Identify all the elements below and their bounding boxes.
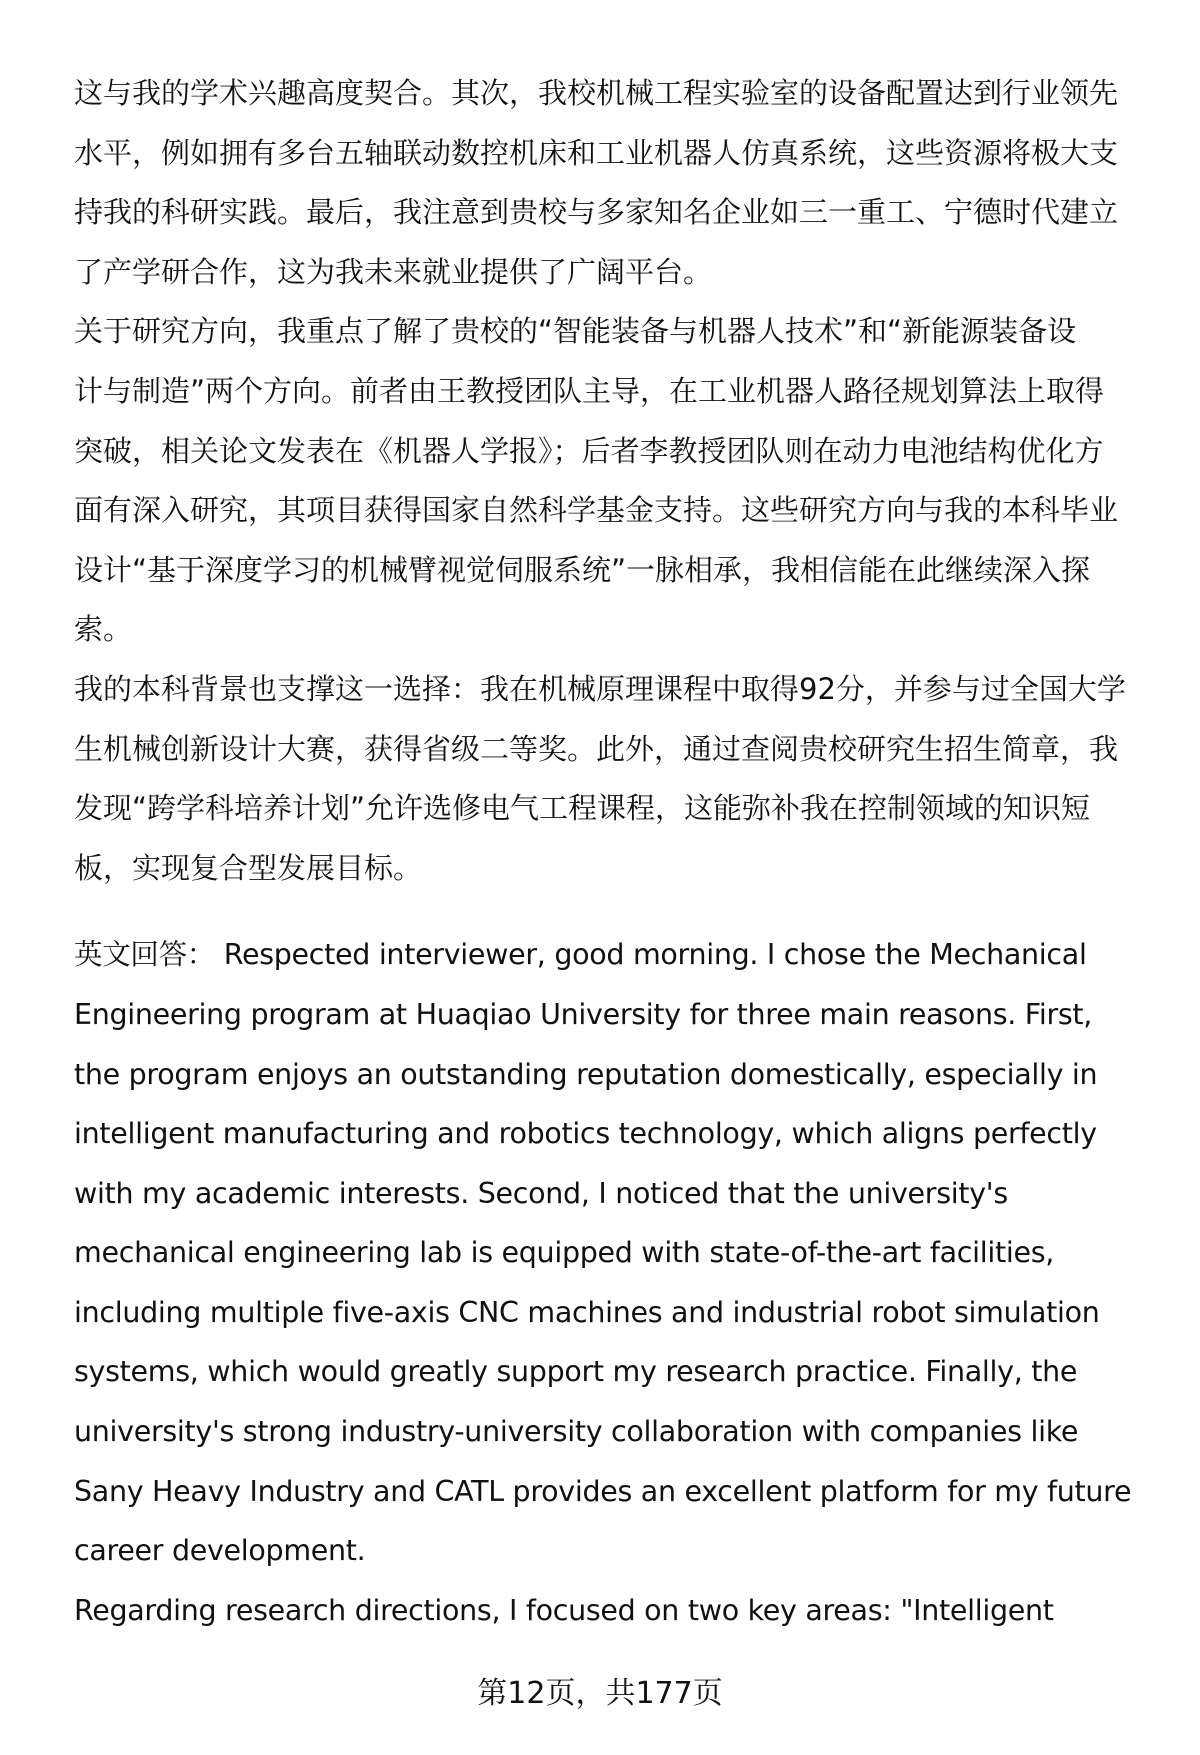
text-line: 英文回答： Respected interviewer, good morning. I chose the Mechanical [74,938,1087,972]
text-line: 这与我的学术兴趣高度契合。其次，我校机械工程实验室的设备配置达到行业领先 [74,76,1119,110]
text-line: 关于研究方向，我重点了解了贵校的“智能装备与机器人技术”和“新能源装备设 [74,314,1077,349]
text-line: 了产学研合作，这为我未来就业提供了广阔平台。 [74,254,713,289]
paragraph [74,660,1168,898]
paragraph [74,1581,1168,1641]
text-line: 持我的科研实践。最后，我注意到贵校与多家知名企业如三一重工、宁德时代建立 [74,195,1119,230]
text-line: intelligent manufacturing and robotics technology, which aligns perfectly [74,1117,1097,1151]
text-line: 计与制造”两个方向。前者由王教授团队主导，在工业机器人路径规划算法上取得 [74,373,1105,408]
text-line: including multiple five-axis CNC machines and industrial robot simulation [74,1295,1100,1329]
text-line: 设计“基于深度学习的机械臂视觉伺服系统”一脉相承，我相信能在此继续深入探 [74,552,1091,587]
english-answer [74,925,1168,1640]
text-line: Sany Heavy Industry and CATL provides an excellent platform for my future [74,1474,1132,1508]
text-line: 生机械创新设计大赛，获得省级二等奖。此外，通过查阅贵校研究生招生简章，我 [74,731,1119,766]
text-line: systems, which would greatly support my research practice. Finally, the [74,1355,1078,1389]
text-line: university's strong industry-university collaboration with companies like [74,1415,1079,1449]
paragraph [74,302,1168,660]
text-line: 板，实现复合型发展目标。 [74,850,423,885]
paragraph [74,925,1168,1581]
text-line: with my academic interests. Second, I noticed that the university's [74,1176,1008,1210]
text-line: 我的本科背景也支撑这一选择：我在机械原理课程中取得92分，并参与过全国大学 [74,671,1126,706]
text-line: 发现“跨学科培养计划”允许选修电气工程课程，这能弥补我在控制领域的知识短 [74,791,1091,826]
page-number: 第12页，共177页 [477,1676,723,1711]
text-line: 水平，例如拥有多台五轴联动数控机床和工业机器人仿真系统，这些资源将极大支 [74,135,1119,170]
text-line: the program enjoys an outstanding reputation domestically, especially in [74,1057,1098,1091]
text-line: Engineering program at Huaqiao University for three main reasons. First, [74,997,1093,1031]
document-body [74,64,1168,1640]
text-line: Regarding research directions, I focused on two key areas: "Intelligent [74,1593,1054,1627]
text-line: career development. [74,1534,366,1568]
chinese-answer [74,64,1168,898]
text-line: mechanical engineering lab is equipped with state-of-the-art facilities, [74,1236,1055,1270]
text-line: 索。 [74,612,133,647]
paragraph [74,64,1168,302]
text-line: 面有深入研究，其项目获得国家自然科学基金支持。这些研究方向与我的本科毕业 [74,493,1119,528]
text-line: 突破，相关论文发表在《机器人学报》；后者李教授团队则在动力电池结构优化方 [74,433,1104,468]
